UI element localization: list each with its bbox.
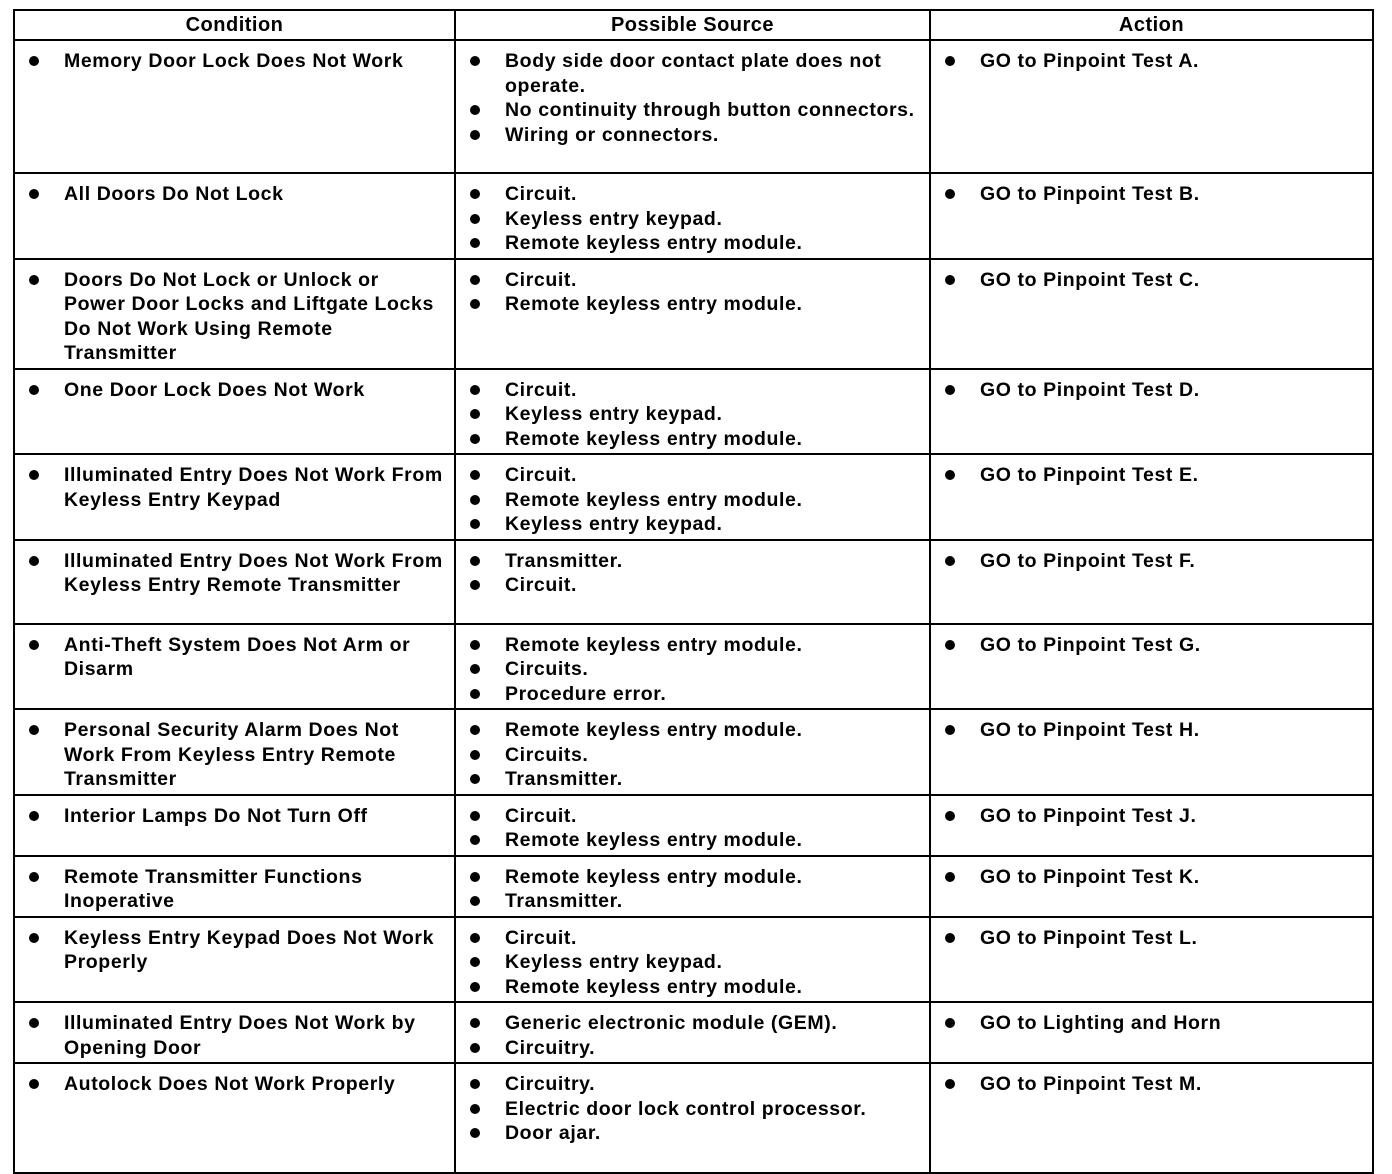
action-cell — [930, 795, 1373, 856]
source-item — [464, 865, 921, 890]
action-item-text: GO to Pinpoint Test H. — [980, 719, 1200, 741]
bullet-icon — [470, 640, 480, 650]
bullet-icon — [29, 275, 39, 285]
source-item — [464, 268, 921, 293]
bullet-icon — [470, 774, 480, 784]
source-item — [464, 804, 921, 829]
condition-cell — [14, 856, 455, 917]
bullet-icon — [29, 56, 39, 66]
possible-source-cell — [455, 709, 930, 795]
source-item-text: Remote keyless entry module. — [505, 829, 803, 851]
source-item-text: Circuit. — [505, 804, 577, 827]
source-item — [464, 463, 921, 488]
condition-cell — [14, 454, 455, 540]
condition-item — [23, 182, 446, 207]
bullet-icon — [29, 189, 39, 199]
bullet-icon — [470, 556, 480, 566]
table-row — [14, 709, 1373, 795]
possible-source-cell — [455, 540, 930, 624]
condition-item — [23, 718, 446, 792]
bullet-icon — [470, 957, 480, 967]
source-item — [464, 682, 921, 707]
possible-source-header: Possible Source — [455, 10, 930, 40]
source-item — [464, 427, 921, 452]
source-item — [464, 828, 921, 853]
action-item-text: GO to Lighting and Horn — [980, 1012, 1222, 1034]
condition-cell — [14, 1063, 455, 1173]
condition-item — [23, 865, 446, 914]
table-row — [14, 795, 1373, 856]
bullet-icon — [470, 689, 480, 699]
source-item — [464, 926, 921, 951]
bullet-icon — [29, 640, 39, 650]
bullet-icon — [470, 238, 480, 248]
source-item-text: Remote keyless entry module. — [505, 975, 803, 998]
table-row — [14, 856, 1373, 917]
source-item — [464, 98, 921, 123]
action-item — [939, 182, 1364, 207]
possible-source-cell — [455, 917, 930, 1003]
source-item-text: Circuits. — [505, 658, 589, 680]
bullet-icon — [470, 1043, 480, 1053]
condition-cell — [14, 1002, 455, 1063]
source-item — [464, 767, 921, 792]
bullet-icon — [470, 275, 480, 285]
condition-item-text: Keyless Entry Keypad Does Not Work Properly — [64, 926, 435, 973]
action-item — [939, 633, 1364, 658]
source-item-text: Remote keyless entry module. — [505, 719, 803, 741]
bullet-icon — [945, 725, 955, 735]
action-item — [939, 718, 1364, 743]
bullet-icon — [470, 130, 480, 140]
bullet-icon — [470, 434, 480, 444]
source-item — [464, 488, 921, 513]
table-row — [14, 917, 1373, 1003]
source-item — [464, 49, 921, 98]
table-row — [14, 1063, 1373, 1173]
bullet-icon — [945, 640, 955, 650]
condition-item-text: Illuminated Entry Does Not Work From Keyless Entry Remote Transmitter — [64, 549, 443, 596]
source-item — [464, 292, 921, 317]
table-row — [14, 369, 1373, 455]
action-item-text: GO to Pinpoint Test M. — [980, 1073, 1202, 1095]
bullet-icon — [470, 580, 480, 590]
source-item — [464, 1036, 921, 1061]
bullet-icon — [470, 1018, 480, 1028]
action-item-text: GO to Pinpoint Test K. — [980, 865, 1200, 888]
source-item-text: Door ajar. — [505, 1122, 601, 1144]
bullet-icon — [470, 1128, 480, 1138]
bullet-icon — [29, 725, 39, 735]
condition-item — [23, 804, 446, 829]
action-item — [939, 463, 1364, 488]
source-item-text: Remote keyless entry module. — [505, 488, 803, 511]
condition-item — [23, 463, 446, 512]
action-cell — [930, 259, 1373, 369]
bullet-icon — [945, 872, 955, 882]
action-item — [939, 549, 1364, 574]
action-item-text: GO to Pinpoint Test J. — [980, 804, 1197, 827]
action-cell — [930, 40, 1373, 173]
action-cell — [930, 454, 1373, 540]
condition-item — [23, 268, 446, 366]
condition-item — [23, 1072, 446, 1097]
source-item-text: Procedure error. — [505, 682, 667, 705]
table-row — [14, 259, 1373, 369]
source-item — [464, 378, 921, 403]
source-item-text: Keyless entry keypad. — [505, 403, 723, 425]
action-item-text: GO to Pinpoint Test A. — [980, 50, 1200, 72]
bullet-icon — [470, 982, 480, 992]
bullet-icon — [945, 189, 955, 199]
source-item-text: Circuitry. — [505, 1073, 596, 1095]
source-item — [464, 182, 921, 207]
source-item-text: Transmitter. — [505, 768, 623, 790]
bullet-icon — [470, 385, 480, 395]
source-item — [464, 207, 921, 232]
bullet-icon — [470, 1079, 480, 1089]
source-item — [464, 123, 921, 148]
source-item-text: Circuit. — [505, 378, 577, 401]
source-item-text: Remote keyless entry module. — [505, 232, 803, 254]
condition-cell — [14, 173, 455, 259]
action-cell — [930, 856, 1373, 917]
bullet-icon — [470, 299, 480, 309]
possible-source-cell — [455, 1063, 930, 1173]
source-item — [464, 1121, 921, 1146]
source-item-text: Remote keyless entry module. — [505, 427, 803, 450]
bullet-icon — [945, 811, 955, 821]
action-item-text: GO to Pinpoint Test D. — [980, 378, 1200, 401]
source-item-text: Circuit. — [505, 464, 577, 486]
condition-item-text: Illuminated Entry Does Not Work From Keyless Entry Keypad — [64, 464, 443, 511]
action-item-text: GO to Pinpoint Test L. — [980, 926, 1198, 949]
source-item — [464, 1011, 921, 1036]
bullet-icon — [470, 872, 480, 882]
condition-item — [23, 549, 446, 598]
table-row — [14, 173, 1373, 259]
bullet-icon — [29, 1079, 39, 1089]
condition-item — [23, 633, 446, 682]
source-item — [464, 975, 921, 1000]
source-item-text: Transmitter. — [505, 549, 623, 572]
action-cell — [930, 1002, 1373, 1063]
source-item — [464, 657, 921, 682]
source-item-text: Keyless entry keypad. — [505, 207, 723, 230]
source-item — [464, 743, 921, 768]
action-cell — [930, 540, 1373, 624]
action-item-text: GO to Pinpoint Test F. — [980, 549, 1196, 572]
possible-source-cell — [455, 454, 930, 540]
action-item — [939, 804, 1364, 829]
bullet-icon — [470, 1104, 480, 1114]
bullet-icon — [29, 811, 39, 821]
action-cell — [930, 917, 1373, 1003]
bullet-icon — [470, 725, 480, 735]
bullet-icon — [470, 811, 480, 821]
bullet-icon — [945, 1079, 955, 1089]
source-item-text: Keyless entry keypad. — [505, 513, 723, 535]
bullet-icon — [29, 470, 39, 480]
condition-header: Condition — [14, 10, 455, 40]
bullet-icon — [945, 385, 955, 395]
bullet-icon — [470, 750, 480, 760]
bullet-icon — [470, 933, 480, 943]
condition-item — [23, 378, 446, 403]
condition-item-text: One Door Lock Does Not Work — [64, 378, 365, 401]
diagnosis-table — [13, 9, 1374, 1174]
bullet-icon — [945, 275, 955, 285]
condition-cell — [14, 709, 455, 795]
source-item-text: Transmitter. — [505, 890, 623, 912]
action-cell — [930, 624, 1373, 710]
possible-source-cell — [455, 259, 930, 369]
condition-cell — [14, 795, 455, 856]
bullet-icon — [470, 56, 480, 66]
bullet-icon — [470, 409, 480, 419]
possible-source-cell — [455, 1002, 930, 1063]
bullet-icon — [945, 470, 955, 480]
condition-item — [23, 1011, 446, 1060]
action-cell — [930, 1063, 1373, 1173]
source-item-text: Circuitry. — [505, 1036, 596, 1059]
source-item — [464, 549, 921, 574]
bullet-icon — [470, 470, 480, 480]
bullet-icon — [29, 385, 39, 395]
bullet-icon — [470, 105, 480, 115]
source-item — [464, 231, 921, 256]
condition-cell — [14, 624, 455, 710]
action-item — [939, 49, 1364, 74]
source-item — [464, 950, 921, 975]
source-item-text: Electric door lock control processor. — [505, 1097, 867, 1120]
action-item-text: GO to Pinpoint Test C. — [980, 268, 1200, 291]
source-item — [464, 1072, 921, 1097]
bullet-icon — [470, 896, 480, 906]
action-item — [939, 1072, 1364, 1097]
bullet-icon — [470, 664, 480, 674]
condition-cell — [14, 540, 455, 624]
action-item-text: GO to Pinpoint Test B. — [980, 183, 1200, 205]
bullet-icon — [470, 495, 480, 505]
possible-source-cell — [455, 624, 930, 710]
condition-item-text: Illuminated Entry Does Not Work by Opening Door — [64, 1012, 416, 1059]
source-item — [464, 512, 921, 537]
source-item-text: No continuity through button connectors. — [505, 99, 915, 121]
condition-item-text: All Doors Do Not Lock — [64, 183, 284, 205]
bullet-icon — [470, 835, 480, 845]
source-item-text: Circuits. — [505, 743, 589, 766]
bullet-icon — [945, 933, 955, 943]
possible-source-cell — [455, 369, 930, 455]
header-row — [14, 10, 1373, 40]
source-item — [464, 889, 921, 914]
bullet-icon — [29, 1018, 39, 1028]
possible-source-cell — [455, 173, 930, 259]
possible-source-cell — [455, 40, 930, 173]
condition-item — [23, 926, 446, 975]
action-cell — [930, 173, 1373, 259]
condition-cell — [14, 259, 455, 369]
source-item-text: Circuit. — [505, 926, 577, 949]
bullet-icon — [945, 556, 955, 566]
source-item — [464, 573, 921, 598]
condition-cell — [14, 40, 455, 173]
source-item-text: Wiring or connectors. — [505, 123, 719, 146]
action-header: Action — [930, 10, 1373, 40]
source-item — [464, 402, 921, 427]
source-item-text: Remote keyless entry module. — [505, 865, 803, 888]
condition-item-text: Personal Security Alarm Does Not Work From Keyless Entry Remote Transmitter — [64, 719, 399, 790]
action-item — [939, 926, 1364, 951]
possible-source-cell — [455, 856, 930, 917]
condition-item-text: Doors Do Not Lock or Unlock or Power Door Locks and Liftgate Locks Do Not Work Using Remote Transmitter — [64, 268, 434, 364]
condition-item-text: Remote Transmitter Functions Inoperative — [64, 865, 363, 912]
condition-item-text: Interior Lamps Do Not Turn Off — [64, 804, 368, 827]
bullet-icon — [470, 189, 480, 199]
source-item-text: Circuit. — [505, 268, 577, 291]
condition-cell — [14, 917, 455, 1003]
bullet-icon — [470, 519, 480, 529]
source-item — [464, 718, 921, 743]
source-item-text: Body side door contact plate does not operate. — [505, 50, 882, 97]
source-item — [464, 1097, 921, 1122]
bullet-icon — [470, 214, 480, 224]
action-item-text: GO to Pinpoint Test E. — [980, 464, 1199, 486]
table-row — [14, 454, 1373, 540]
bullet-icon — [29, 933, 39, 943]
source-item-text: Keyless entry keypad. — [505, 951, 723, 973]
table-body — [14, 40, 1373, 1173]
table-row — [14, 40, 1373, 173]
condition-item — [23, 49, 446, 74]
source-item-text: Circuit. — [505, 574, 577, 596]
condition-item-text: Memory Door Lock Does Not Work — [64, 50, 404, 72]
possible-source-cell — [455, 795, 930, 856]
action-cell — [930, 709, 1373, 795]
action-item-text: GO to Pinpoint Test G. — [980, 633, 1201, 656]
source-item-text: Circuit. — [505, 183, 577, 205]
condition-item-text: Anti-Theft System Does Not Arm or Disarm — [64, 633, 411, 680]
source-item-text: Generic electronic module (GEM). — [505, 1012, 838, 1034]
action-item — [939, 865, 1364, 890]
action-item — [939, 1011, 1364, 1036]
action-item — [939, 268, 1364, 293]
bullet-icon — [945, 56, 955, 66]
source-item — [464, 633, 921, 658]
action-item — [939, 378, 1364, 403]
table-row — [14, 540, 1373, 624]
source-item-text: Remote keyless entry module. — [505, 293, 803, 315]
bullet-icon — [29, 872, 39, 882]
bullet-icon — [945, 1018, 955, 1028]
source-item-text: Remote keyless entry module. — [505, 633, 803, 656]
action-cell — [930, 369, 1373, 455]
table-row — [14, 624, 1373, 710]
table-row — [14, 1002, 1373, 1063]
bullet-icon — [29, 556, 39, 566]
condition-item-text: Autolock Does Not Work Properly — [64, 1073, 396, 1095]
condition-cell — [14, 369, 455, 455]
